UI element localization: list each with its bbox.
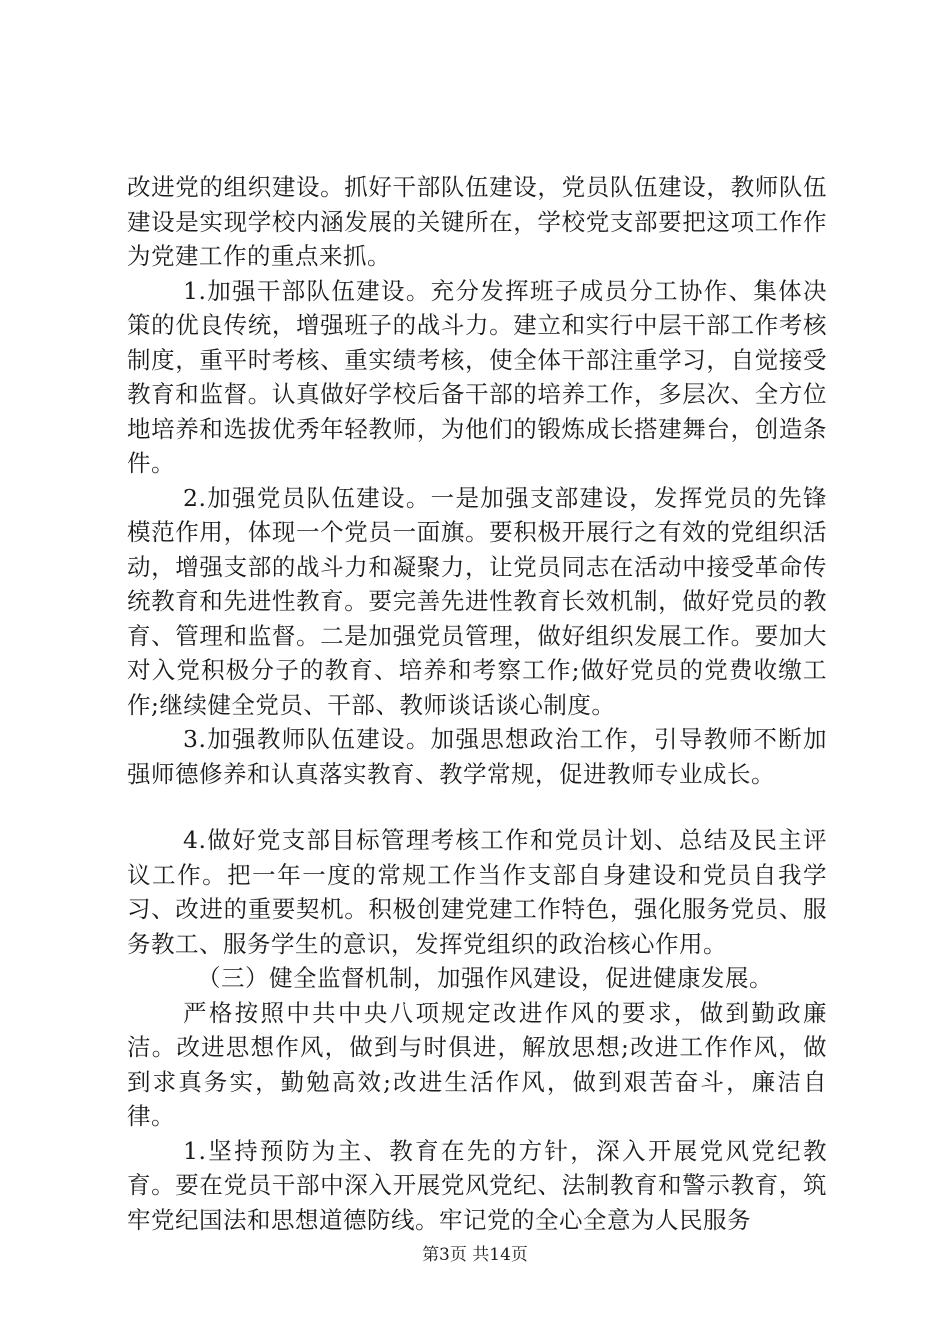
document-body bbox=[127, 170, 827, 1237]
paragraph-3: 2.加强党员队伍建设。一是加强支部建设，发挥党员的先锋模范作用，体现一个党员一面旗。要积极开展行之有效的党组织活动，增强支部的战斗力和凝聚力，让党员同志在活动中接受革命传统教育和先进性教育。要完善先进性教育长效机制，做好党员的教育、管理和监督。二是加强党员管理，做好组织发展工作。要加大对入党积极分子的教育、培养和考察工作;做好党员的党费收缴工作;继续健全党员、干部、教师谈话谈心制度。 bbox=[127, 483, 827, 719]
paragraph-2: 1.加强干部队伍建设。充分发挥班子成员分工协作、集体决策的优良传统，增强班子的战斗力。建立和实行中层干部工作考核制度，重平时考核、重实绩考核，使全体干部注重学习，自觉接受教育和监督。认真做好学校后备干部的培养工作，多层次、全方位地培养和选拔优秀年轻教师，为他们的锻炼成长搭建舞台，创造条件。 bbox=[127, 276, 827, 477]
paragraph-7: 1.坚持预防为主、教育在先的方针，深入开展党风党纪教育。要在党员干部中深入开展党风党纪、法制教育和警示教育，筑牢党纪国法和思想道德防线。牢记党的全心全意为人民服务 bbox=[127, 1136, 827, 1234]
paragraph-6: 严格按照中共中央八项规定改进作风的要求，做到勤政廉洁。改进思想作风，做到与时俱进，解放思想;改进工作作风，做到求真务实，勤勉高效;改进生活作风，做到艰苦奋斗，廉洁自律。 bbox=[127, 998, 827, 1130]
paragraph-5: 4.做好党支部目标管理考核工作和党员计划、总结及民主评议工作。把一年一度的常规工作当作支部自身建设和党员自我学习、改进的重要契机。积极创建党建工作特色，强化服务党员、服务教工、服务学生的意识，发挥党组织的政治核心作用。 bbox=[127, 826, 827, 958]
section-heading: （三）健全监督机制，加强作风建设，促进健康发展。 bbox=[197, 964, 773, 992]
paragraph-4: 3.加强教师队伍建设。加强思想政治工作，引导教师不断加强师德修养和认真落实教育、教学常规，促进教师专业成长。 bbox=[127, 725, 827, 788]
page-number-footer: 第3页 共14页 bbox=[422, 1245, 528, 1265]
paragraph-1: 改进党的组织建设。抓好干部队伍建设，党员队伍建设，教师队伍建设是实现学校内涵发展的关键所在，学校党支部要把这项工作作为党建工作的重点来抓。 bbox=[127, 173, 827, 270]
